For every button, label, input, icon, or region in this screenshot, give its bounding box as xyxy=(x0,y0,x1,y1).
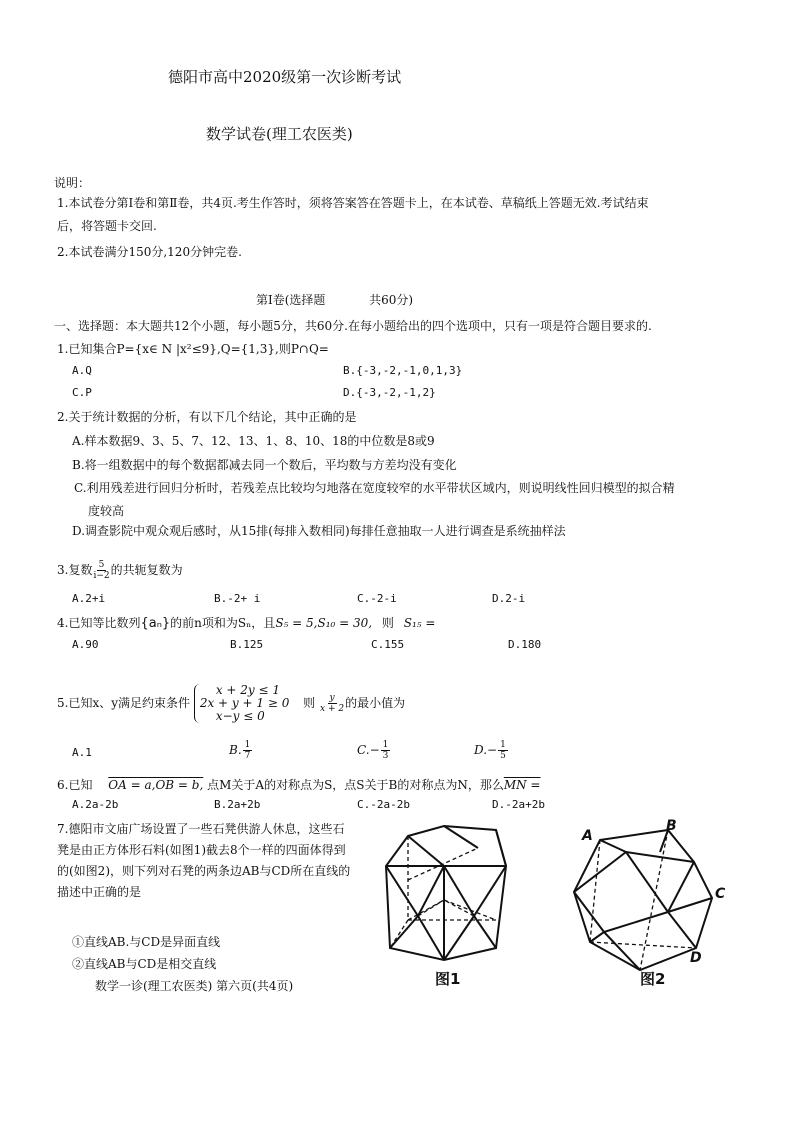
vertex-a-label: A xyxy=(582,828,593,844)
q4-then: 则 xyxy=(381,616,394,630)
q5-option-c xyxy=(357,740,391,761)
q5-option-d-den: 5 xyxy=(500,751,506,761)
notes-line-1a: 1.本试卷分第Ⅰ卷和第Ⅱ卷，共4页.考生作答时，须将答案答在答题卡上，在本试卷、草稿纸上答题无效.考试结束 xyxy=(57,196,649,210)
notes-line-1b: 后，将答题卡交回. xyxy=(57,219,157,233)
q5-constraint-system xyxy=(194,684,290,723)
section-heading xyxy=(256,291,413,308)
vertex-b-label: B xyxy=(666,818,677,834)
q2-option-a: A.样本数据9、3、5、7、12、13、1、8、10、18的中位数是8或9 xyxy=(72,434,435,448)
q5-objective-denominator: x + 2 xyxy=(320,704,345,714)
q4-option-a: A.90 xyxy=(72,638,99,651)
q5-suffix: 的最小值为 xyxy=(345,696,406,710)
page-footer: 数学一诊(理工农医类) 第六页(共4页) xyxy=(95,979,294,993)
q5-objective-fraction xyxy=(320,693,344,714)
q6-vectors: OA = a,OB = b, xyxy=(108,778,204,792)
q5-option-b-den: 7 xyxy=(244,751,251,761)
question-6-stem xyxy=(57,776,540,793)
q2-option-c-line2: 度较高 xyxy=(88,504,125,518)
q5-constraint-2: 2x + y + 1 ≥ 0 xyxy=(199,696,290,710)
q6-option-d: D.-2a+2b xyxy=(492,798,545,811)
q6-target: MN = xyxy=(503,778,541,792)
q1-option-b: B.{-3,-2,-1,0,1,3} xyxy=(343,364,463,377)
q5-objective-numerator: y xyxy=(329,693,335,703)
exam-title: 德阳市高中2020级第一次诊断考试 xyxy=(168,68,402,86)
q4-option-d: D.180 xyxy=(508,638,542,651)
q5-then: 则 xyxy=(303,696,316,710)
question-4-stem xyxy=(57,614,435,631)
q5-option-b-fraction xyxy=(243,740,253,761)
q5-option-b xyxy=(229,740,253,761)
q5-prefix: 5.已知x、y满足约束条件 xyxy=(57,696,190,710)
q4-option-b: B.125 xyxy=(230,638,264,651)
q1-option-c: C.P xyxy=(72,386,92,399)
q5-option-b-num: 1 xyxy=(244,740,251,750)
q6-prefix: 6.已知 xyxy=(57,778,93,792)
q3-prefix: 3.复数 xyxy=(57,563,93,577)
exam-subtitle: 数学试卷(理工农医类) xyxy=(206,125,353,143)
q5-option-a: A.1 xyxy=(72,746,92,759)
q4-target: S₁₅ = xyxy=(403,616,436,630)
notes-heading: 说明： xyxy=(54,176,91,190)
q3-option-c: C.-2-i xyxy=(357,592,397,605)
q4-middle: 的前n项和为Sₙ，且 xyxy=(170,616,276,630)
q5-option-d-prefix: D.− xyxy=(474,743,498,757)
q3-denominator: i−2 xyxy=(93,571,110,581)
q7-line-1: 7.德阳市文庙广场设置了一些石凳供游人休息，这些石 xyxy=(57,822,345,836)
q3-option-b: B.-2+ i xyxy=(214,592,261,605)
question-2-stem: 2.关于统计数据的分析，有以下几个结论，其中正确的是 xyxy=(57,410,357,424)
q6-middle: 点M关于A的对称点为S，点S关于B的对称点为N，那么 xyxy=(207,778,504,792)
q5-option-c-num: 1 xyxy=(382,740,389,750)
q5-constraint-1: x + 2y ≤ 1 xyxy=(215,683,281,697)
q5-option-c-den: 3 xyxy=(382,751,389,761)
q4-prefix: 4.已知等比数列 xyxy=(57,616,141,630)
q3-fraction xyxy=(93,560,109,581)
q6-option-b: B.2a+2b xyxy=(214,798,261,811)
q1-option-d: D.{-3,-2,-1,2} xyxy=(343,386,436,399)
q6-option-c: C.-2a-2b xyxy=(357,798,410,811)
q7-statement-1: ①直线AB.与CD是异面直线 xyxy=(72,935,221,949)
vertex-c-label: C xyxy=(715,886,726,902)
section-instruction: 一、选择题：本大题共12个小题，每小题5分，共60分.在每小题给出的四个选项中，只有一项是符合题目要求的. xyxy=(54,319,652,333)
q4-sequence: {aₙ} xyxy=(140,616,171,631)
section-title: 第Ⅰ卷(选择题 xyxy=(256,293,326,307)
question-1-stem: 1.已知集合P={x∈ N |x²≤9},Q={1,3},则P∩Q= xyxy=(57,342,329,356)
q5-option-b-prefix: B. xyxy=(229,743,242,757)
q6-option-a: A.2a-2b xyxy=(72,798,119,811)
notes-line-2: 2.本试卷满分150分,120分钟完卷. xyxy=(57,245,242,259)
vertex-d-label: D xyxy=(690,950,702,966)
q3-option-a: A.2+i xyxy=(72,592,106,605)
q5-option-d-fraction xyxy=(498,740,508,761)
q3-option-d: D.2-i xyxy=(492,592,526,605)
section-score: 共60分) xyxy=(369,293,414,307)
q5-option-c-fraction xyxy=(381,740,391,761)
q4-option-c: C.155 xyxy=(371,638,405,651)
q4-condition: S₅ = 5,S₁₀ = 30, xyxy=(275,616,373,630)
q5-option-d xyxy=(474,740,509,761)
q7-line-3: 的(如图2)，则下列对石凳的两条边AB与CD所在直线的 xyxy=(57,864,351,878)
q7-line-4: 描述中正确的是 xyxy=(57,885,142,899)
q5-constraint-3: x−y ≤ 0 xyxy=(215,709,265,723)
q1-option-a: A.Q xyxy=(72,364,92,377)
q5-option-d-num: 1 xyxy=(500,740,506,750)
figure-2-label: 图2 xyxy=(640,970,666,988)
q2-option-c-line1: C.利用残差进行回归分析时，若残差点比较均匀地落在宽度较窄的水平带状区域内，则说明线性回归模型的拟合精 xyxy=(74,481,675,495)
q5-option-c-prefix: C.− xyxy=(357,743,380,757)
q3-suffix: 的共轭复数为 xyxy=(110,563,183,577)
figure-1-label: 图1 xyxy=(435,970,461,988)
question-3-stem xyxy=(57,560,183,581)
q7-statement-2: ②直线AB与CD是相交直线 xyxy=(72,957,217,971)
q2-option-b: B.将一组数据中的每个数据都减去同一个数后，平均数与方差均没有变化 xyxy=(72,458,457,472)
q2-option-d: D.调查影院中观众观后感时，从15排(每排入数相同)每排任意抽取一人进行调查是系统抽样法 xyxy=(72,524,566,538)
question-5-stem xyxy=(57,684,405,723)
q3-numerator: 5 xyxy=(98,560,105,570)
q7-line-2: 凳是由正方体形石料(如图1)截去8个一样的四面体得到 xyxy=(57,843,346,857)
figures-panel xyxy=(378,820,758,995)
